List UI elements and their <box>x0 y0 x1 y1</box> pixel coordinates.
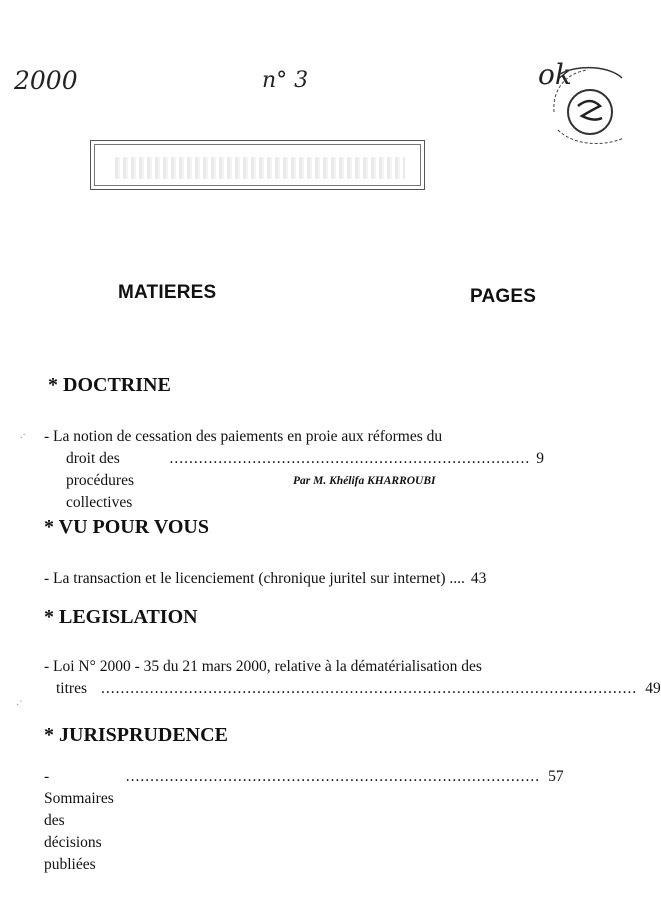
entry-text: - Sommaires des décisions publiées <box>44 768 114 873</box>
frame-inner-border <box>94 144 421 186</box>
handwritten-issue-number: n° 3 <box>262 68 309 93</box>
faded-title-text <box>115 157 405 179</box>
stamp-seal <box>548 60 628 155</box>
page-number: 9 <box>536 450 544 467</box>
leader-dots: ..................................................................................... <box>125 768 541 785</box>
entry-line-1: - Loi N° 2000 - 35 du 21 mars 2000, relative à la dématérialisation des <box>44 658 482 675</box>
section-title-legislation: * LEGISLATION <box>44 606 198 628</box>
entry-legislation <box>44 656 661 700</box>
handwritten-ok-mark: ok <box>538 58 572 91</box>
section-title-vu-pour-vous: * VU POUR VOUS <box>44 516 209 538</box>
leader-dots: .............................................................................................................. <box>101 680 638 697</box>
handwritten-year: 2000 <box>14 66 78 95</box>
scan-speck: ·ˋ <box>16 700 23 711</box>
scan-speck: .· <box>20 430 26 441</box>
leader-dots: .......................................................................... <box>169 450 531 467</box>
entry-line-1: - La notion de cessation des paiements en proie aux réformes du <box>44 428 443 445</box>
entry-vu-pour-vous <box>44 568 549 590</box>
entry-text: - La transaction et le licenciement (chronique juritel sur internet) .... <box>44 570 465 587</box>
page-number: 43 <box>470 570 487 587</box>
entry-jurisprudence <box>44 766 564 876</box>
entry-doctrine <box>44 426 544 514</box>
page-number: 57 <box>548 768 564 785</box>
section-title-doctrine: * DOCTRINE <box>48 374 171 396</box>
page-number: 49 <box>645 680 661 697</box>
entry-text: titres <box>56 680 87 697</box>
column-heading-pages: PAGES <box>470 286 537 307</box>
column-heading-matieres: MATIERES <box>118 282 217 303</box>
section-title-jurisprudence: * JURISPRUDENCE <box>44 724 228 746</box>
faded-title-frame <box>90 140 425 190</box>
author-line: Par M. Khélifa KHARROUBI <box>293 475 436 487</box>
entry-text: droit des procédures collectives <box>66 450 134 511</box>
entry-line-2 <box>44 678 661 700</box>
